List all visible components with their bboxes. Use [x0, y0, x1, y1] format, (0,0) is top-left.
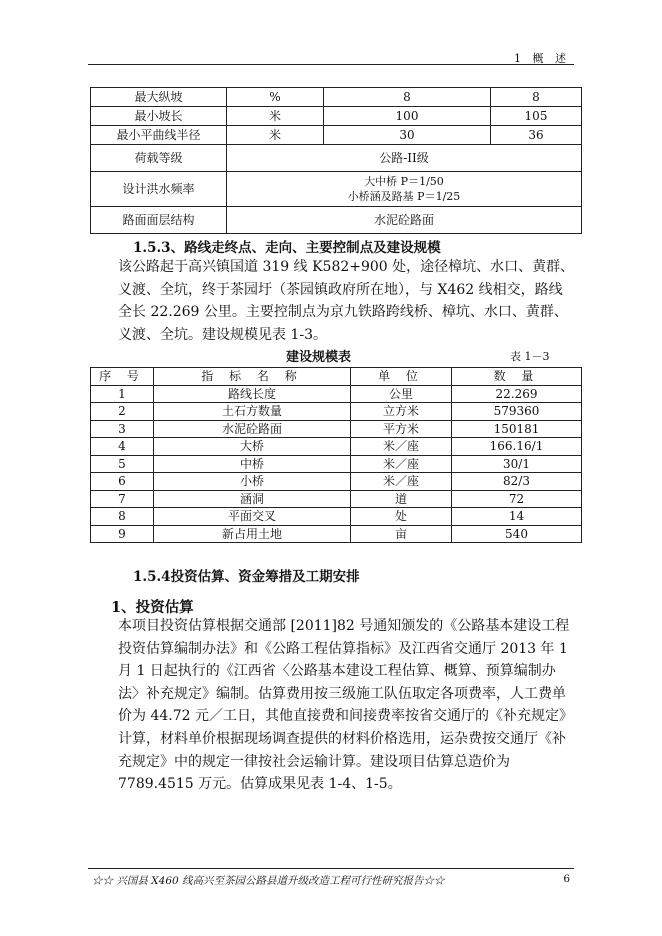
section-heading-1-5-4: 1.5.4投资估算、资金筹措及工期安排: [133, 569, 360, 585]
spec-table: [90, 87, 582, 234]
table-number: 表 1－3: [510, 350, 550, 363]
table-row: 最大纵坡 % 8 8: [91, 88, 582, 107]
table-row: 7 涵洞 道 72: [91, 490, 582, 508]
table-row: 5 中桥 米／座 30/1: [91, 455, 582, 473]
table-header-row: 序 号 指 标 名 称 单 位 数 量: [91, 368, 582, 386]
table-row: 4 大桥 米／座 166.16/1: [91, 438, 582, 456]
table-title: 建设规模表: [286, 350, 352, 365]
table-row: 最小平曲线半径 米 30 36: [91, 126, 582, 145]
paragraph-investment: 本项目投资估算根据交通部 [2011]82 号通知颁发的《公路基本建设工程投资估算编制办法》和《公路工程估算指标》及江西省交通厅 2013 年 1 月 1 日起执行的《江西省〈公路基本建设工程估算、概算、预算编制办法〉补充规定》编制。估算费用按三级施工队伍取定各项费率，人工费单价为 44.72 元／工日，其他直接费和间接费率按省交通厅的《补充规定》计算，材料单价根据现场调查提供的材料价格选用，运杂费按交通厅《补充规定》中的规定一律按社会运输计算。建设项目估算总造价为 7789.4515 万元。估算成果见表 1-4、1-5。: [118, 618, 573, 793]
table-row: 设计洪水频率 大中桥 P＝1/50 小桥涵及路基 P＝1/25: [91, 172, 582, 207]
table-row: 1 路线长度 公里 22.269: [91, 385, 582, 403]
table-row: 2 土石方数量 立方米 579360: [91, 403, 582, 421]
paragraph-route: 该公路起于高兴镇国道 319 线 K582+900 处，途径樟坑、水口、黄群、义渡、全坑，终于茶园圩（茶园镇政府所在地），与 X462 线相交，路线全长 22.269 公里。主要控制点为京九铁路跨线桥、樟坑、水口、黄群、义渡、全坑。建设规模见表 1-3。: [118, 259, 575, 343]
table-row: 路面面层结构 水泥砼路面: [91, 207, 582, 234]
table-row: 8 平面交叉 处 14: [91, 508, 582, 526]
footer-rule: [88, 868, 574, 869]
section-heading-1-5-3: 1.5.3、路线走终点、走向、主要控制点及建设规模: [133, 240, 441, 256]
header-rule: [88, 64, 574, 65]
sub-heading-investment: 1、投资估算: [111, 599, 194, 616]
page-number: 6: [563, 873, 570, 885]
table-row: 最小坡长 米 100 105: [91, 107, 582, 126]
running-header: 1 概 述: [514, 52, 570, 65]
table-row: 荷载等级 公路-II级: [91, 145, 582, 172]
running-footer: ☆☆ 兴国县 X460 线高兴至茶园公路县道升级改造工程可行性研究报告☆☆: [92, 875, 445, 887]
table-row: 9 新占用土地 亩 540: [91, 525, 582, 543]
table-row: 3 水泥砼路面 平方米 150181: [91, 420, 582, 438]
table-row: 6 小桥 米／座 82/3: [91, 473, 582, 491]
scale-table: [90, 367, 582, 543]
